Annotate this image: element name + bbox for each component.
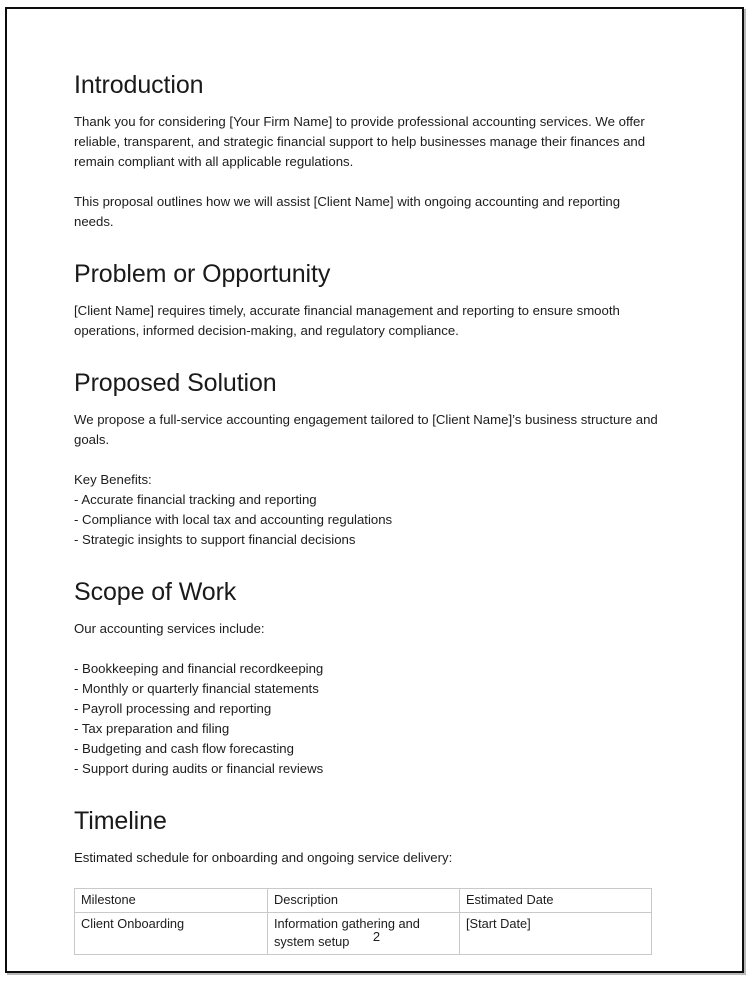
table-cell-description: Information gathering and system setup: [268, 913, 460, 955]
spacer: [74, 450, 662, 470]
heading-introduction: Introduction: [74, 71, 204, 99]
heading-timeline: Timeline: [74, 807, 167, 835]
introduction-paragraph-1: Thank you for considering [Your Firm Name] to provide professional accounting services. We offer reliable, transparent, and strategic financial support to help businesses manage their finances and remain compliant with all applicable regulations.: [74, 114, 646, 169]
table-header-row: [75, 889, 652, 913]
scope-item: - Budgeting and cash flow forecasting: [74, 741, 294, 756]
key-benefits-item: - Compliance with local tax and accounting regulations: [74, 512, 393, 527]
spacer: [74, 639, 662, 659]
table-cell-estimated-date: [Start Date]: [460, 913, 652, 955]
scope-item: - Monthly or quarterly financial statements: [74, 681, 319, 696]
introduction-paragraph-2: This proposal outlines how we will assist [Client Name] with ongoing accounting and reporting needs.: [74, 194, 621, 229]
scope-item: - Payroll processing and reporting: [74, 701, 272, 716]
spacer: [74, 399, 662, 410]
spacer: [74, 837, 662, 848]
problem-paragraph-1: [Client Name] requires timely, accurate financial management and reporting to ensure smooth operations, informed decision-making, and regulatory compliance.: [74, 303, 620, 338]
scope-intro-paragraph: Our accounting services include:: [74, 621, 265, 636]
timeline-intro-paragraph: Estimated schedule for onboarding and ongoing service delivery:: [74, 850, 453, 865]
key-benefits-item: - Accurate financial tracking and reporting: [74, 492, 317, 507]
spacer: [74, 779, 662, 805]
key-benefits-item: - Strategic insights to support financial decisions: [74, 532, 356, 547]
spacer: [74, 290, 662, 301]
document-content: [74, 69, 662, 955]
timeline-table: [74, 888, 652, 955]
spacer: [74, 172, 662, 192]
heading-problem-or-opportunity: Problem or Opportunity: [74, 260, 331, 288]
scope-item: - Support during audits or financial reviews: [74, 761, 324, 776]
key-benefits-title: Key Benefits:: [74, 472, 152, 487]
table-cell-milestone: Client Onboarding: [75, 913, 268, 955]
proposed-solution-paragraph-1: We propose a full-service accounting engagement tailored to [Client Name]’s business structure and goals.: [74, 412, 658, 447]
page-number: 2: [372, 929, 381, 944]
spacer: [74, 341, 662, 367]
table-header-cell: Milestone: [75, 889, 268, 913]
spacer: [74, 608, 662, 619]
spacer: [74, 232, 662, 258]
heading-proposed-solution: Proposed Solution: [74, 369, 277, 397]
spacer: [74, 868, 662, 888]
scope-item: - Bookkeeping and financial recordkeeping: [74, 661, 324, 676]
table-header-cell: Description: [268, 889, 460, 913]
document-page: [5, 7, 744, 973]
table-header-cell: Estimated Date: [460, 889, 652, 913]
spacer: [74, 101, 662, 112]
scope-item: - Tax preparation and filing: [74, 721, 230, 736]
spacer: [74, 550, 662, 576]
heading-scope-of-work: Scope of Work: [74, 578, 237, 606]
